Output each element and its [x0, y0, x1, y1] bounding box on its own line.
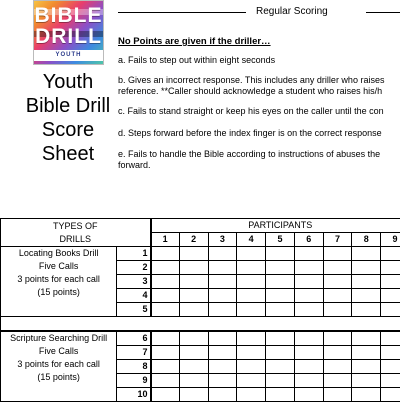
score-cell[interactable] — [381, 374, 400, 388]
score-cell[interactable] — [294, 388, 323, 402]
score-table-wrap — [0, 218, 400, 402]
score-cell[interactable] — [323, 388, 352, 402]
score-cell[interactable] — [352, 346, 381, 360]
participant-number: 6 — [294, 233, 323, 247]
call-number: 8 — [117, 360, 151, 374]
score-cell[interactable] — [323, 275, 352, 289]
title-line: Youth — [0, 70, 136, 94]
score-cell[interactable] — [237, 247, 266, 261]
score-cell[interactable] — [294, 303, 323, 317]
rule-line: reference. **Caller should acknowledge a student who raises his/h — [118, 86, 400, 97]
score-cell[interactable] — [179, 331, 208, 346]
score-cell[interactable] — [266, 289, 295, 303]
participants-header: PARTICIPANTS — [151, 219, 400, 233]
score-cell[interactable] — [237, 303, 266, 317]
score-cell[interactable] — [323, 289, 352, 303]
score-cell[interactable] — [237, 388, 266, 402]
page-title — [0, 70, 136, 166]
participant-number: 9 — [381, 233, 400, 247]
rule-item — [118, 149, 400, 171]
score-cell[interactable] — [266, 374, 295, 388]
rule-line: c. Fails to stand straight or keep his eyes on the caller until the con — [118, 106, 400, 117]
score-cell[interactable] — [151, 388, 180, 402]
score-cell[interactable] — [208, 289, 237, 303]
score-cell[interactable] — [381, 275, 400, 289]
score-cell[interactable] — [323, 374, 352, 388]
score-cell[interactable] — [294, 275, 323, 289]
score-cell[interactable] — [352, 374, 381, 388]
score-cell[interactable] — [151, 331, 180, 346]
drill-desc-line: Five Calls — [1, 345, 116, 358]
call-number: 1 — [117, 247, 151, 261]
scoring-rule-right — [366, 12, 400, 13]
score-cell[interactable] — [151, 360, 180, 374]
score-cell[interactable] — [352, 388, 381, 402]
score-table — [0, 218, 400, 402]
score-cell[interactable] — [179, 346, 208, 360]
score-cell[interactable] — [208, 388, 237, 402]
score-cell[interactable] — [294, 346, 323, 360]
score-cell[interactable] — [179, 261, 208, 275]
score-cell[interactable] — [323, 247, 352, 261]
participant-number: 1 — [151, 233, 180, 247]
types-header-line: DRILLS — [1, 233, 150, 246]
call-number: 5 — [117, 303, 151, 317]
score-cell[interactable] — [266, 388, 295, 402]
score-cell[interactable] — [179, 374, 208, 388]
score-cell[interactable] — [179, 289, 208, 303]
score-cell[interactable] — [294, 360, 323, 374]
drill-desc-line: Locating Books Drill — [1, 247, 116, 260]
drill-desc-line: 3 points for each call — [1, 273, 116, 286]
score-cell[interactable] — [352, 247, 381, 261]
rule-item — [118, 128, 400, 139]
score-cell[interactable] — [266, 360, 295, 374]
call-number: 4 — [117, 289, 151, 303]
score-cell[interactable] — [294, 331, 323, 346]
score-cell[interactable] — [266, 346, 295, 360]
rule-item — [118, 106, 400, 117]
score-cell[interactable] — [208, 374, 237, 388]
score-cell[interactable] — [266, 261, 295, 275]
call-number: 7 — [117, 346, 151, 360]
score-cell[interactable] — [208, 247, 237, 261]
types-header-line: TYPES OF — [1, 220, 150, 233]
score-cell[interactable] — [352, 360, 381, 374]
score-cell[interactable] — [208, 360, 237, 374]
rule-line: a. Fails to step out within eight seconds — [118, 55, 400, 66]
score-cell[interactable] — [323, 261, 352, 275]
drill-desc-line: (15 points) — [1, 371, 116, 384]
score-cell[interactable] — [381, 303, 400, 317]
score-cell[interactable] — [294, 261, 323, 275]
score-cell[interactable] — [179, 303, 208, 317]
rule-item — [118, 75, 400, 97]
score-cell[interactable] — [208, 346, 237, 360]
rule-line: e. Fails to handle the Bible according to instructions of abuses the — [118, 149, 400, 160]
score-cell[interactable] — [151, 261, 180, 275]
participant-number: 3 — [208, 233, 237, 247]
score-cell[interactable] — [151, 346, 180, 360]
title-line: Bible Drill — [0, 94, 136, 118]
score-cell[interactable] — [208, 331, 237, 346]
drill-desc-line: (15 points) — [1, 286, 116, 299]
score-cell[interactable] — [179, 275, 208, 289]
score-cell[interactable] — [266, 303, 295, 317]
drill-desc-line: 3 points for each call — [1, 358, 116, 371]
score-cell[interactable] — [237, 374, 266, 388]
score-cell[interactable] — [151, 289, 180, 303]
bible-drill-logo — [33, 0, 104, 65]
score-cell[interactable] — [323, 360, 352, 374]
participant-number: 5 — [266, 233, 295, 247]
table-row — [1, 331, 400, 346]
score-cell[interactable] — [294, 247, 323, 261]
title-line: Score — [0, 118, 136, 142]
score-cell[interactable] — [151, 247, 180, 261]
score-cell[interactable] — [381, 346, 400, 360]
table-row — [1, 247, 400, 261]
participant-number: 8 — [352, 233, 381, 247]
score-cell[interactable] — [237, 346, 266, 360]
logo-band-youth: YOUTH — [34, 50, 103, 61]
logo-word-drill: DRILL — [34, 26, 103, 48]
score-cell[interactable] — [237, 331, 266, 346]
score-cell[interactable] — [179, 360, 208, 374]
call-number: 9 — [117, 374, 151, 388]
score-cell[interactable] — [352, 303, 381, 317]
scoring-label: Regular Scoring — [256, 5, 328, 19]
call-number: 3 — [117, 275, 151, 289]
score-cell[interactable] — [208, 303, 237, 317]
score-cell[interactable] — [151, 303, 180, 317]
rule-line: b. Gives an incorrect response. This includes any driller who raises — [118, 75, 400, 86]
score-cell[interactable] — [352, 289, 381, 303]
rule-line: forward. — [118, 160, 400, 171]
drill-desc-line: Scripture Searching Drill — [1, 332, 116, 345]
score-cell[interactable] — [381, 247, 400, 261]
participant-number: 2 — [179, 233, 208, 247]
call-number: 6 — [117, 331, 151, 346]
drill-description — [1, 331, 117, 402]
score-cell[interactable] — [381, 289, 400, 303]
drill-description — [1, 247, 117, 317]
score-cell[interactable] — [381, 261, 400, 275]
scoring-rule-left — [118, 12, 246, 13]
scoring-header — [118, 5, 400, 19]
score-cell[interactable] — [208, 261, 237, 275]
score-cell[interactable] — [381, 331, 400, 346]
score-cell[interactable] — [151, 275, 180, 289]
score-cell[interactable] — [179, 388, 208, 402]
rule-line: d. Steps forward before the index finger is on the correct response — [118, 128, 400, 139]
logo-word-bible: BIBLE — [34, 5, 103, 27]
rule-item — [118, 55, 400, 66]
score-cell[interactable] — [237, 360, 266, 374]
title-line: Sheet — [0, 142, 136, 166]
score-cell[interactable] — [237, 275, 266, 289]
section-divider — [1, 317, 400, 332]
score-cell[interactable] — [352, 261, 381, 275]
rules-heading: No Points are given if the driller… — [118, 36, 400, 47]
rules-section — [118, 36, 400, 180]
score-cell[interactable] — [323, 331, 352, 346]
score-cell[interactable] — [208, 275, 237, 289]
types-of-drills-header — [1, 219, 151, 247]
score-cell[interactable] — [381, 388, 400, 402]
score-cell[interactable] — [323, 346, 352, 360]
score-cell[interactable] — [381, 360, 400, 374]
score-cell[interactable] — [323, 303, 352, 317]
score-cell[interactable] — [179, 247, 208, 261]
drill-desc-line: Five Calls — [1, 260, 116, 273]
score-cell[interactable] — [266, 275, 295, 289]
participant-number: 4 — [237, 233, 266, 247]
score-cell[interactable] — [151, 374, 180, 388]
call-number: 2 — [117, 261, 151, 275]
score-cell[interactable] — [266, 331, 295, 346]
score-cell[interactable] — [352, 331, 381, 346]
score-cell[interactable] — [237, 261, 266, 275]
score-cell[interactable] — [266, 247, 295, 261]
call-number: 10 — [117, 388, 151, 402]
score-cell[interactable] — [294, 374, 323, 388]
score-cell[interactable] — [294, 289, 323, 303]
score-cell[interactable] — [237, 289, 266, 303]
score-cell[interactable] — [352, 275, 381, 289]
participant-number: 7 — [323, 233, 352, 247]
